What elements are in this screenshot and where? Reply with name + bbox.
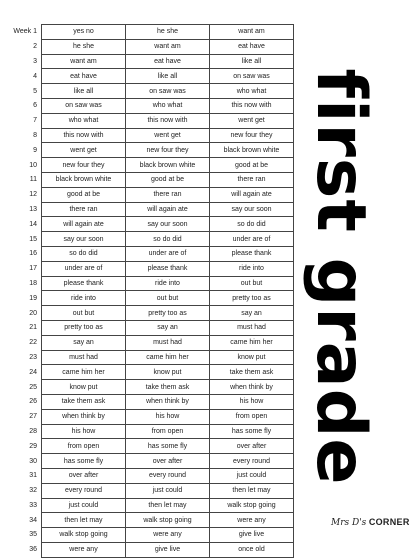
word-cell: under are of bbox=[42, 261, 126, 276]
table-row bbox=[8, 232, 294, 247]
word-cell: every round bbox=[210, 454, 294, 469]
word-cell: out but bbox=[126, 291, 210, 306]
table-row bbox=[8, 439, 294, 454]
page-title: first grade bbox=[301, 68, 380, 486]
word-cell: eat have bbox=[42, 69, 126, 84]
word-cell: there ran bbox=[210, 172, 294, 187]
word-cell: from open bbox=[126, 424, 210, 439]
word-cell: on saw was bbox=[210, 69, 294, 84]
week-number: 5 bbox=[33, 87, 37, 95]
table-row bbox=[8, 84, 294, 99]
word-cell: take them ask bbox=[210, 365, 294, 380]
word-cell: good at be bbox=[42, 187, 126, 202]
word-cell: new four they bbox=[42, 158, 126, 173]
brand-script: Mrs D's bbox=[331, 518, 367, 528]
word-cell: so do did bbox=[126, 232, 210, 247]
word-cell: every round bbox=[42, 483, 126, 498]
week-number: 34 bbox=[29, 516, 37, 524]
table-row bbox=[8, 380, 294, 395]
word-cell: when think by bbox=[42, 409, 126, 424]
word-cell: walk stop going bbox=[126, 513, 210, 528]
week-number: 19 bbox=[29, 294, 37, 302]
word-cell: this now with bbox=[42, 128, 126, 143]
word-cell: walk stop going bbox=[42, 528, 126, 543]
word-cell: must had bbox=[126, 335, 210, 350]
table-row bbox=[8, 113, 294, 128]
table-row bbox=[8, 54, 294, 69]
word-cell: this now with bbox=[210, 98, 294, 113]
word-cell: say an bbox=[42, 335, 126, 350]
word-cell: so do did bbox=[210, 217, 294, 232]
word-cell: say our soon bbox=[42, 232, 126, 247]
table-row bbox=[8, 158, 294, 173]
word-cell: on saw was bbox=[126, 84, 210, 99]
word-cell: who what bbox=[42, 113, 126, 128]
week-number: Week 1 bbox=[13, 28, 37, 36]
week-number: 29 bbox=[29, 442, 37, 450]
table-row bbox=[8, 143, 294, 158]
word-cell: out but bbox=[210, 276, 294, 291]
week-number: 15 bbox=[29, 235, 37, 243]
week-number: 31 bbox=[29, 472, 37, 480]
word-cell: please thank bbox=[210, 246, 294, 261]
word-cell: then let may bbox=[210, 483, 294, 498]
table-row bbox=[8, 261, 294, 276]
word-cell: walk stop going bbox=[210, 498, 294, 513]
word-cell: came him her bbox=[210, 335, 294, 350]
table-row bbox=[8, 409, 294, 424]
word-cell: just could bbox=[210, 468, 294, 483]
week-number: 14 bbox=[29, 220, 37, 228]
week-number: 3 bbox=[33, 57, 37, 65]
word-cell: good at be bbox=[210, 158, 294, 173]
word-cell: will again ate bbox=[42, 217, 126, 232]
word-cell: from open bbox=[42, 439, 126, 454]
word-cell: went get bbox=[210, 113, 294, 128]
word-cell: must had bbox=[42, 350, 126, 365]
word-cell: his how bbox=[126, 409, 210, 424]
word-cell: ride into bbox=[126, 276, 210, 291]
table-row bbox=[8, 172, 294, 187]
word-cell: once old bbox=[210, 542, 294, 557]
word-cell: just could bbox=[126, 483, 210, 498]
week-number: 30 bbox=[29, 457, 37, 465]
table-row bbox=[8, 39, 294, 54]
word-cell: ride into bbox=[42, 291, 126, 306]
table-row bbox=[8, 202, 294, 217]
word-cell: want am bbox=[210, 25, 294, 40]
week-number: 32 bbox=[29, 487, 37, 495]
word-cell: know put bbox=[210, 350, 294, 365]
word-cell: like all bbox=[210, 54, 294, 69]
table-row bbox=[8, 98, 294, 113]
table-row bbox=[8, 394, 294, 409]
brand-logo bbox=[331, 517, 410, 528]
word-cell: he she bbox=[126, 25, 210, 40]
word-cell: over after bbox=[42, 468, 126, 483]
table-row bbox=[8, 528, 294, 543]
table-row bbox=[8, 246, 294, 261]
word-cell: pretty too as bbox=[210, 291, 294, 306]
word-cell: who what bbox=[126, 98, 210, 113]
word-cell: black brown white bbox=[126, 158, 210, 173]
week-number: 2 bbox=[33, 43, 37, 51]
word-cell: every round bbox=[126, 468, 210, 483]
week-number: 28 bbox=[29, 427, 37, 435]
table-row bbox=[8, 454, 294, 469]
week-number: 23 bbox=[29, 353, 37, 361]
week-number: 33 bbox=[29, 501, 37, 509]
word-cell: black brown white bbox=[42, 172, 126, 187]
week-number: 4 bbox=[33, 72, 37, 80]
word-cell: has some fly bbox=[42, 454, 126, 469]
week-number: 35 bbox=[29, 531, 37, 539]
table-row bbox=[8, 306, 294, 321]
week-number: 7 bbox=[33, 117, 37, 125]
word-cell: came him her bbox=[42, 365, 126, 380]
word-cell: then let may bbox=[126, 498, 210, 513]
table-row bbox=[8, 483, 294, 498]
word-cell: under are of bbox=[210, 232, 294, 247]
word-cell: want am bbox=[42, 54, 126, 69]
word-cell: like all bbox=[42, 84, 126, 99]
week-number: 11 bbox=[29, 176, 37, 184]
word-cell: came him her bbox=[126, 350, 210, 365]
word-cell: on saw was bbox=[42, 98, 126, 113]
week-number: 10 bbox=[29, 161, 37, 169]
word-cell: has some fly bbox=[210, 424, 294, 439]
word-cell: say an bbox=[126, 320, 210, 335]
word-cell: know put bbox=[42, 380, 126, 395]
word-cell: eat have bbox=[126, 54, 210, 69]
week-number: 16 bbox=[29, 250, 37, 258]
word-cell: good at be bbox=[126, 172, 210, 187]
week-number: 8 bbox=[33, 131, 37, 139]
table-row bbox=[8, 25, 294, 40]
week-number: 13 bbox=[29, 205, 37, 213]
word-cell: will again ate bbox=[210, 187, 294, 202]
word-cell: over after bbox=[126, 454, 210, 469]
word-cell: eat have bbox=[210, 39, 294, 54]
table-row bbox=[8, 291, 294, 306]
word-cell: take them ask bbox=[42, 394, 126, 409]
word-cell: black brown white bbox=[210, 143, 294, 158]
table-row bbox=[8, 498, 294, 513]
week-number: 26 bbox=[29, 398, 37, 406]
brand-bold: CORNER bbox=[368, 517, 410, 527]
word-cell: give live bbox=[126, 542, 210, 557]
word-cell: pretty too as bbox=[126, 306, 210, 321]
week-number: 17 bbox=[29, 265, 37, 273]
week-number: 9 bbox=[33, 146, 37, 154]
word-cell: take them ask bbox=[126, 380, 210, 395]
word-cell: please thank bbox=[42, 276, 126, 291]
week-number: 6 bbox=[33, 102, 37, 110]
word-cell: were any bbox=[126, 528, 210, 543]
word-cell: must had bbox=[210, 320, 294, 335]
table-row bbox=[8, 468, 294, 483]
table-row bbox=[8, 365, 294, 380]
word-cell: over after bbox=[210, 439, 294, 454]
table-row bbox=[8, 320, 294, 335]
word-cell: yes no bbox=[42, 25, 126, 40]
word-cell: who what bbox=[210, 84, 294, 99]
table-row bbox=[8, 424, 294, 439]
word-cell: want am bbox=[126, 39, 210, 54]
week-number: 22 bbox=[29, 339, 37, 347]
week-number: 20 bbox=[29, 309, 37, 317]
word-cell: his how bbox=[42, 424, 126, 439]
word-cell: out but bbox=[42, 306, 126, 321]
table-row bbox=[8, 542, 294, 557]
table-row bbox=[8, 187, 294, 202]
word-cell: when think by bbox=[210, 380, 294, 395]
table-row bbox=[8, 513, 294, 528]
week-number: 27 bbox=[29, 413, 37, 421]
word-cell: went get bbox=[42, 143, 126, 158]
word-cell: say our soon bbox=[126, 217, 210, 232]
word-cell: will again ate bbox=[126, 202, 210, 217]
word-cell: give live bbox=[210, 528, 294, 543]
word-cell: then let may bbox=[42, 513, 126, 528]
word-cell: were any bbox=[210, 513, 294, 528]
word-cell: ride into bbox=[210, 261, 294, 276]
sight-word-table bbox=[8, 24, 294, 558]
table-row bbox=[8, 128, 294, 143]
word-cell: went get bbox=[126, 128, 210, 143]
word-cell: please thank bbox=[126, 261, 210, 276]
word-cell: say an bbox=[210, 306, 294, 321]
word-cell: under are of bbox=[126, 246, 210, 261]
table-row bbox=[8, 350, 294, 365]
word-cell: new four they bbox=[210, 128, 294, 143]
word-cell: from open bbox=[210, 409, 294, 424]
table-row bbox=[8, 276, 294, 291]
word-cell: there ran bbox=[42, 202, 126, 217]
word-cell: new four they bbox=[126, 143, 210, 158]
word-cell: just could bbox=[42, 498, 126, 513]
week-number: 25 bbox=[29, 383, 37, 391]
word-cell: say our soon bbox=[210, 202, 294, 217]
word-cell: this now with bbox=[126, 113, 210, 128]
table-row bbox=[8, 69, 294, 84]
word-cell: when think by bbox=[126, 394, 210, 409]
word-cell: pretty too as bbox=[42, 320, 126, 335]
word-cell: were any bbox=[42, 542, 126, 557]
week-number: 18 bbox=[29, 279, 37, 287]
word-cell: there ran bbox=[126, 187, 210, 202]
word-cell: so do did bbox=[42, 246, 126, 261]
word-cell: his how bbox=[210, 394, 294, 409]
week-number: 21 bbox=[29, 324, 37, 332]
week-number: 24 bbox=[29, 368, 37, 376]
word-cell: know put bbox=[126, 365, 210, 380]
word-cell: he she bbox=[42, 39, 126, 54]
table-row bbox=[8, 217, 294, 232]
table-row bbox=[8, 335, 294, 350]
week-number: 36 bbox=[29, 546, 37, 554]
week-number: 12 bbox=[29, 191, 37, 199]
word-cell: like all bbox=[126, 69, 210, 84]
word-cell: has some fly bbox=[126, 439, 210, 454]
